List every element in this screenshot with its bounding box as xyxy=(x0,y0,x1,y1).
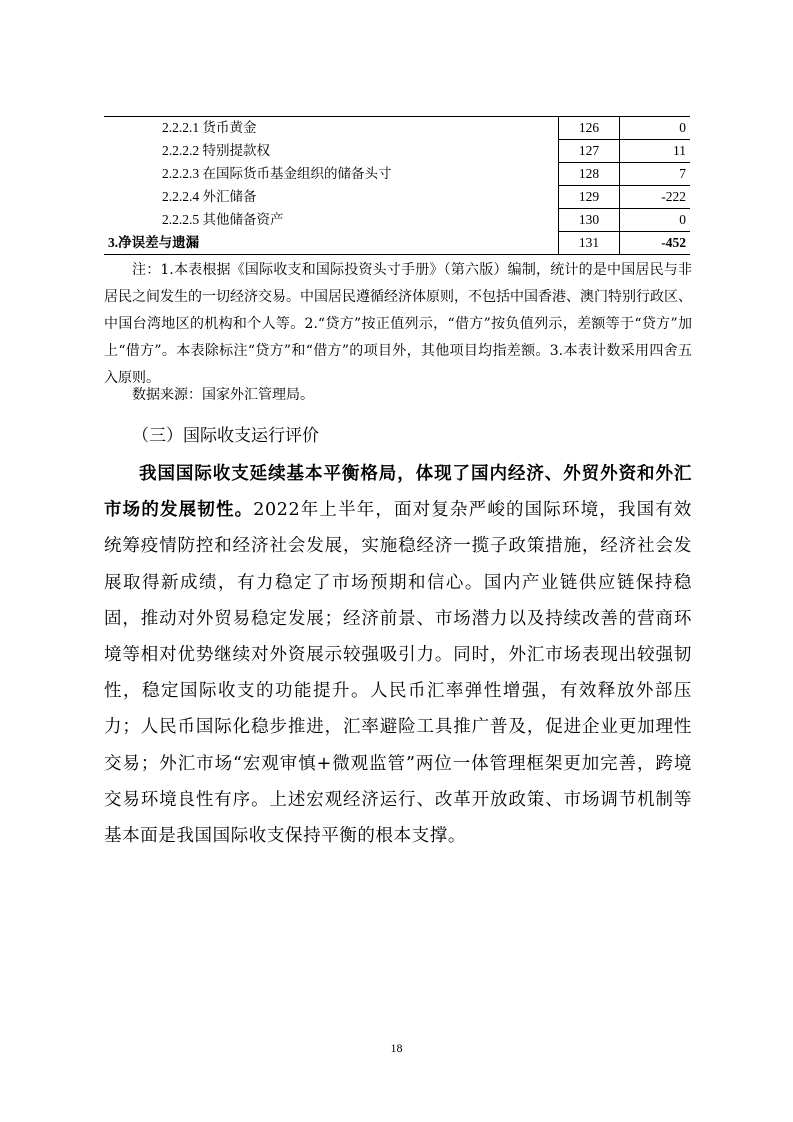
body-paragraph xyxy=(104,456,692,854)
row-number: 128 xyxy=(559,163,620,186)
item-name: 2.2.2.2 特别提款权 xyxy=(162,143,270,158)
item-value: 7 xyxy=(620,163,691,186)
item-value: 0 xyxy=(620,117,691,140)
table-row xyxy=(104,140,690,163)
row-number: 131 xyxy=(559,232,620,255)
table-row-total xyxy=(104,232,690,255)
item-name: 2.2.2.1 货币黄金 xyxy=(104,117,559,140)
item-value: -452 xyxy=(620,232,691,255)
paragraph-body: 2022年上半年，面对复杂严峻的国际环境，我国有效统筹疫情防控和经济社会发展，实施稳经济一揽子政策措施，经济社会发展取得新成绩，有力稳定了市场预期和信心。国内产业链供应链保持稳固，推动对外贸易稳定发展；经济前景、市场潜力以及持续改善的营商环境等相对优势继续对外资展示较强吸引力。同时，外汇市场表现出较强韧性，稳定国际收支的功能提升。人民币汇率弹性增强，有效释放外部压力；人民币国际化稳步推进，汇率避险工具推广普及，促进企业更加理性交易；外汇市场“宏观审慎+微观监管”两位一体管理框架更加完善，跨境交易环境良性有序。上述宏观经济运行、改革开放政策、市场调节机制等基本面是我国国际收支保持平衡的根本支撑。 xyxy=(104,500,692,847)
item-value: 0 xyxy=(620,209,691,232)
row-number: 129 xyxy=(559,186,620,209)
row-number: 126 xyxy=(559,117,620,140)
bop-table xyxy=(104,116,690,255)
table-row xyxy=(104,209,690,232)
item-value: -222 xyxy=(620,186,691,209)
item-value: 11 xyxy=(620,140,691,163)
table-row xyxy=(104,163,690,186)
row-number: 130 xyxy=(559,209,620,232)
table-row xyxy=(104,186,690,209)
table-row xyxy=(104,117,690,140)
page-number: 18 xyxy=(390,1041,403,1055)
bop-table-section xyxy=(104,116,690,255)
lead-sentence: 我国国际收支延续基本平衡格局，体现了国内经济、外贸外资和外汇市场的发展韧性。 xyxy=(104,464,692,521)
item-name: 3.净误差与遗漏 xyxy=(104,232,559,255)
data-source: 数据来源：国家外汇管理局。 xyxy=(132,387,314,403)
table-notes xyxy=(104,257,692,392)
item-name: 2.2.2.5 其他储备资产 xyxy=(162,212,284,227)
row-number: 127 xyxy=(559,140,620,163)
item-name: 2.2.2.4 外汇储备 xyxy=(162,189,257,204)
section-heading: （三）国际收支运行评价 xyxy=(132,426,319,446)
item-name: 2.2.2.3 在国际货币基金组织的储备头寸 xyxy=(162,166,392,181)
notes-text: 注：1.本表根据《国际收支和国际投资头寸手册》（第六版）编制，统计的是中国居民与非居民之间发生的一切经济交易。中国居民遵循经济体原则，不包括中国香港、澳门特别行政区、中国台湾地区的机构和个人等。2.“贷方”按正值列示，“借方”按负值列示，差额等于“贷方”加上“借方”。本表除标注“贷方”和“借方”的项目外，其他项目均指差额。3.本表计数采用四舍五入原则。 xyxy=(104,262,692,386)
